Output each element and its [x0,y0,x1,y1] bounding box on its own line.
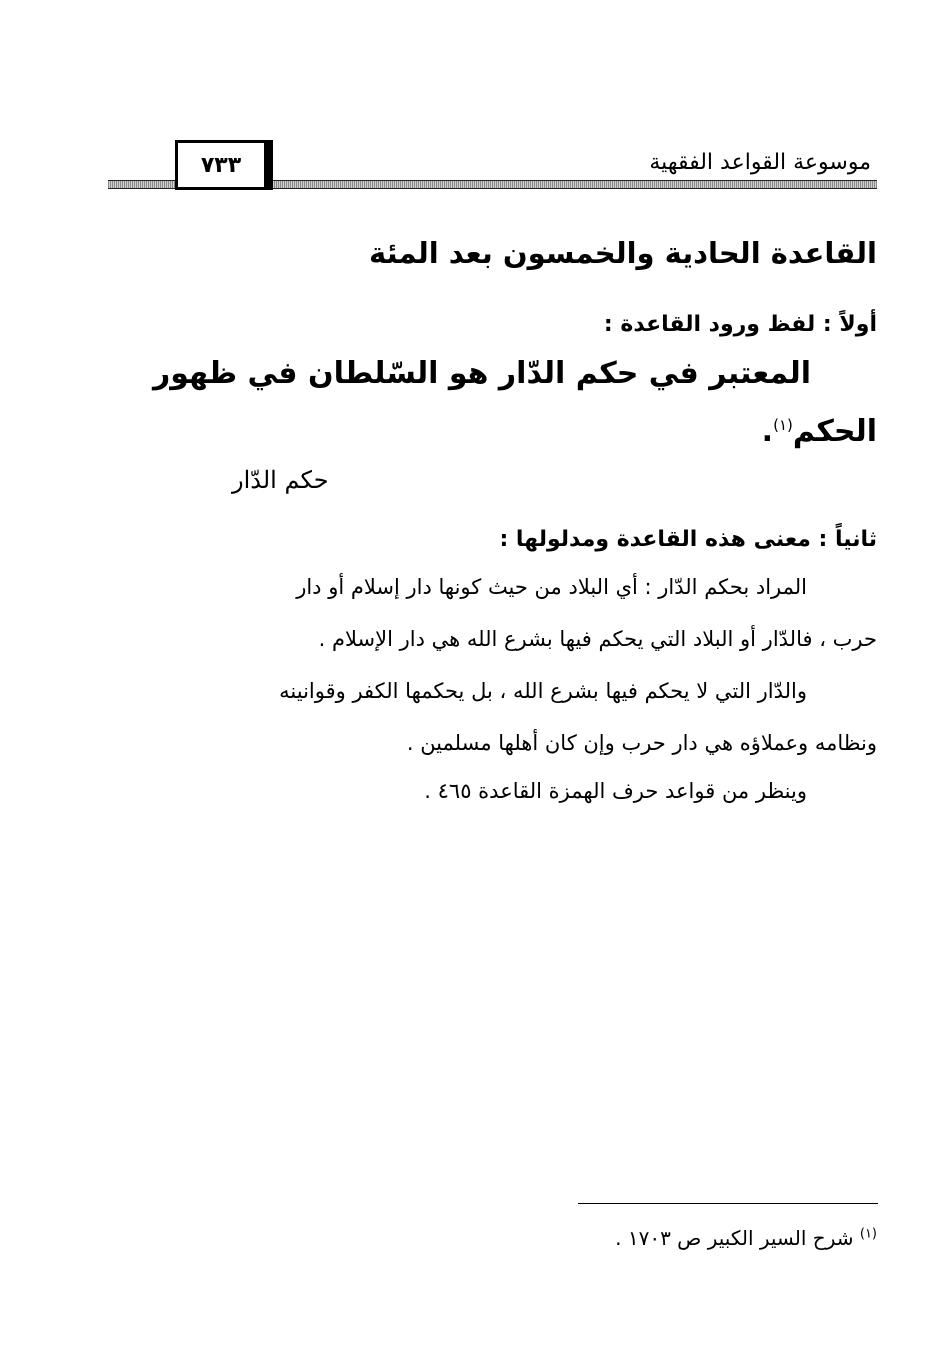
section-heading-meaning: ثانياً : معنى هذه القاعدة ومدلولها : [499,527,877,552]
rule-text-period: . [761,414,774,449]
running-header-title: موسوعة القواعد الفقهية [649,150,871,175]
footnote-text: شرح السير الكبير ص ١٧٠٣ . [615,1226,854,1250]
footnote [615,1226,877,1250]
footnote-marker: (١) [773,416,793,434]
paragraph-line: والدّار التي لا يحكم فيها بشرع الله ، بل يحكمها الكفر وقوانينه [279,679,807,703]
page-number: ٧٣٣ [200,152,242,178]
footnote-separator [578,1203,878,1204]
rule-text-line-1: المعتبر في حكم الدّار هو السّلطان في ظهور [152,356,811,391]
rule-heading: القاعدة الحادية والخمسون بعد المئة [369,236,877,270]
rule-text-line-2 [762,414,877,449]
paragraph-line: المراد بحكم الدّار : أي البلاد من حيث كونها دار إسلام أو دار [296,575,807,599]
paragraph-line: حرب ، فالدّار أو البلاد التي يحكم فيها بشرع الله هي دار الإسلام . [318,627,877,651]
paragraph-line: ونظامه وعملاؤه هي دار حرب وإن كان أهلها مسلمين . [406,731,877,755]
rule-text-word: الحكم [792,414,877,449]
page-number-box [175,140,267,190]
paragraph-line: وينظر من قواعد حرف الهمزة القاعدة ٤٦٥ . [424,779,807,803]
section-heading-wording: أولاً : لفظ ورود القاعدة : [603,312,877,337]
footnote-number: (١) [859,1226,877,1242]
handwritten-note: حكم الدّار [232,466,329,494]
